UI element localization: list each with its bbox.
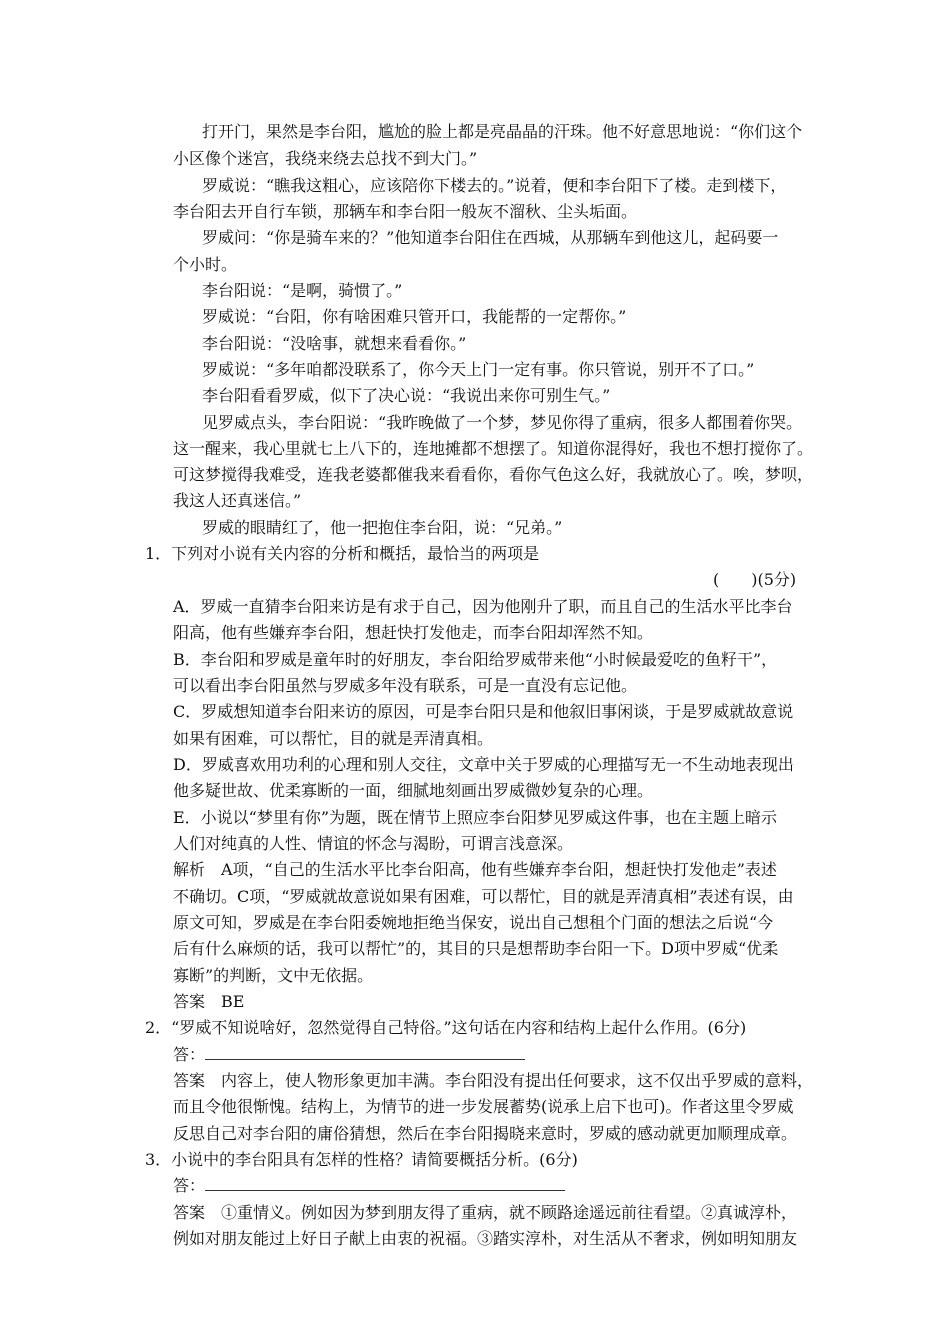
option-line: 人们对纯真的人性、情谊的怀念与渴盼，可谓言浅意深。: [173, 834, 574, 853]
analysis-line: 原文可知，罗威是在李台阳委婉地拒绝当保安，说出自己想租个门面的想法之后说“今: [173, 913, 774, 932]
story-line: 李台阳说：“没啥事，就想来看看你。”: [202, 334, 467, 353]
question-1-answer: 答案 BE: [173, 992, 245, 1011]
question-1-score: ( )(5分): [713, 570, 797, 589]
answer-blank-row: [173, 1176, 565, 1200]
story-line: 我这人还真迷信。”: [173, 491, 302, 510]
option-line: 如果有困难，可以帮忙，目的就是弄清真相。: [173, 729, 494, 748]
story-line: 罗威说：“台阳，你有啥困难只管开口，我能帮的一定帮你。”: [202, 307, 627, 326]
option-line: 他多疑世故、优柔寡断的一面，细腻地刻画出罗威微妙复杂的心理。: [173, 781, 654, 800]
question-1-stem: 1．下列对小说有关内容的分析和概括，最恰当的两项是: [145, 544, 540, 563]
question-2-stem: 2．“罗威不知说啥好，忽然觉得自己特俗。”这句话在内容和结构上起什么作用。(6分): [145, 1018, 747, 1037]
story-line: 可这梦搅得我难受，连我老婆都催我来看看你，看你气色这么好，我就放心了。唉，梦呗，: [173, 465, 814, 484]
analysis-line: 后有什么麻烦的话，我可以帮忙”的，其目的只是想帮助李台阳一下。D项中罗威“优柔: [173, 939, 779, 958]
story-line: 罗威说：“多年咱都没联系了，你今天上门一定有事。你只管说，别开不了口。”: [202, 360, 755, 379]
story-line: 罗威的眼睛红了，他一把抱住李台阳，说：“兄弟。”: [202, 518, 563, 537]
option-line: A．罗威一直猜李台阳来访是有求于自己，因为他刚升了职，而且自己的生活水平比李台: [173, 597, 793, 616]
story-line: 小区像个迷宫，我绕来绕去总找不到大门。”: [173, 149, 478, 168]
option-line: 可以看出李台阳虽然与罗威多年没有联系，可是一直没有忘记他。: [173, 676, 638, 695]
option-line: B．李台阳和罗威是童年时的好朋友，李台阳给罗威带来他“小时候最爱吃的鱼籽干”，: [173, 650, 778, 669]
answer-label: 答：: [173, 1176, 206, 1195]
story-line: 个小时。: [173, 255, 238, 274]
answer-blank-line[interactable]: [205, 1045, 525, 1060]
option-line: D．罗威喜欢用功利的心理和别人交往，文章中关于罗威的心理描写无一不生动地表现出: [173, 755, 794, 774]
option-line: E．小说以“梦里有你”为题，既在情节上照应李台阳梦见罗威这件事，也在主题上暗示: [173, 808, 778, 827]
story-line: 李台阳说：“是啊，骑惯了。”: [202, 281, 403, 300]
answer-line: 反思自己对李台阳的庸俗猜想，然后在李台阳揭晓来意时，罗威的感动就更加顺理成章。: [173, 1124, 798, 1143]
answer-label: 答：: [173, 1045, 206, 1064]
story-line: 李台阳去开自行车锁，那辆车和李台阳一般灰不溜秋、尘头垢面。: [173, 202, 638, 221]
answer-line: 而且令他很惭愧。结构上，为情节的进一步发展蓄势(说承上启下也可)。作者这里令罗威: [173, 1097, 794, 1116]
answer-line: 答案 ①重情义。例如因为梦到朋友得了重病，就不顾路途遥远前往看望。②真诚淳朴，: [173, 1203, 798, 1222]
answer-line: 例如对朋友能过上好日子献上由衷的祝福。③踏实淳朴，对生活从不奢求，例如明知朋友: [173, 1229, 798, 1248]
story-line: 打开门，果然是李台阳，尴尬的脸上都是亮晶晶的汗珠。他不好意思地说：“你们这个: [202, 122, 803, 141]
option-line: C．罗威想知道李台阳来访的原因，可是李台阳只是和他叙旧事闲谈，于是罗威就故意说: [173, 702, 794, 721]
question-3-stem: 3．小说中的李台阳具有怎样的性格？请简要概括分析。(6分): [145, 1150, 578, 1169]
option-line: 阳高，他有些嫌弃李台阳，想赶快打发他走，而李台阳却浑然不知。: [173, 623, 654, 642]
story-line: 罗威说：“瞧我这粗心，应该陪你下楼去的。”说着，便和李台阳下了楼。走到楼下，: [202, 176, 787, 195]
story-line: 这一醒来，我心里就七上八下的，连地摊都不想摆了。知道你混得好，我也不想打搅你了。: [173, 439, 814, 458]
answer-blank-row: [173, 1045, 525, 1069]
analysis-line: 寡断”的判断，文中无依据。: [173, 966, 374, 985]
analysis-line: 不确切。C项，“罗威就故意说如果有困难，可以帮忙，目的就是弄清真相”表述有误，由: [173, 887, 794, 906]
analysis-line: 解析 A项，“自己的生活水平比李台阳高，他有些嫌弃李台阳，想赶快打发他走”表述: [173, 860, 777, 879]
story-line: 见罗威点头，李台阳说：“我昨晚做了一个梦，梦见你得了重病，很多人都围着你哭。: [202, 413, 803, 432]
answer-line: 答案 内容上，使人物形象更加丰满。李台阳没有提出任何要求，这不仅出乎罗威的意料，: [173, 1071, 814, 1090]
story-line: 罗威问：“你是骑车来的？”他知道李台阳住在西城，从那辆车到他这儿，起码要一: [202, 228, 779, 247]
story-line: 李台阳看看罗威，似下了决心说：“我说出来你可别生气。”: [202, 386, 611, 405]
answer-blank-line[interactable]: [205, 1176, 565, 1191]
